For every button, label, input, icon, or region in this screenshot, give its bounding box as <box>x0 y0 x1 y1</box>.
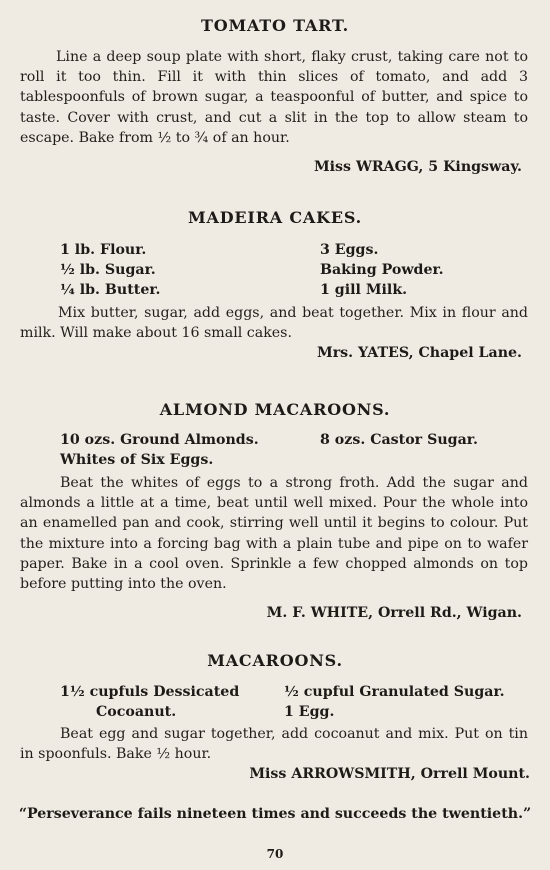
ingredient: Cocoanut. <box>96 704 177 720</box>
recipe-body-almond-macaroons: Beat the whites of eggs to a strong froth. Add the sugar and almonds a little at a time, beat until well mixed. Pour the whole into an enamelled pan and cook, stirring well until it begins to colour. Put the mixture into a forcing bag with a plain tube and pipe on to wafer paper. Bake in a cool oven. Sprinkle a few chopped almonds on top before putting into the oven. <box>20 475 528 593</box>
recipe-title-macaroons: MACAROONS. <box>207 651 343 670</box>
recipe-title-madeira-cakes: MADEIRA CAKES. <box>188 208 362 227</box>
ingredient: 10 ozs. Ground Almonds. <box>60 432 259 448</box>
ingredient: 8 ozs. Castor Sugar. <box>320 432 478 448</box>
ingredient: 3 Eggs. <box>320 242 379 258</box>
ingredient: ½ lb. Sugar. <box>60 262 156 278</box>
ingredient: ¼ lb. Butter. <box>60 282 161 298</box>
signature-tomato-tart: Miss WRAGG, 5 Kingsway. <box>313 159 522 175</box>
recipe-body-tomato-tart: Line a deep soup plate with short, flaky crust, taking care not to roll it too thin. Fill it with thin slices of tomato, and add 3 tablespoonfuls of brown sugar, a teaspoonful of butter, and spice to taste. Cover with crust, and cut a slit in the top to allow steam to escape. Bake from ½ to ¾ of an hour. <box>20 49 528 146</box>
ingredient: 1½ cupfuls Dessicated <box>60 684 240 700</box>
page-number: 70 <box>266 847 284 861</box>
closing-quote: “Perseverance fails nineteen times and succeeds the twentieth.” <box>18 806 532 822</box>
signature-almond-macaroons: M. F. WHITE, Orrell Rd., Wigan. <box>266 605 522 621</box>
recipe-title-tomato-tart: TOMATO TART. <box>201 16 349 35</box>
ingredient: 1 gill Milk. <box>320 282 408 298</box>
ingredient: ½ cupful Granulated Sugar. <box>284 684 505 700</box>
recipe-title-almond-macaroons: ALMOND MACAROONS. <box>159 400 391 419</box>
ingredient: 1 lb. Flour. <box>60 242 147 258</box>
signature-madeira-cakes: Mrs. YATES, Chapel Lane. <box>316 345 522 361</box>
ingredient: Baking Powder. <box>320 262 444 278</box>
ingredient: 1 Egg. <box>284 704 335 720</box>
ingredient: Whites of Six Eggs. <box>60 452 214 468</box>
recipe-body-madeira-cakes: Mix butter, sugar, add eggs, and beat together. Mix in flour and milk. Will make about 16 small cakes. <box>20 305 528 342</box>
recipe-body-macaroons: Beat egg and sugar together, add cocoanut and mix. Put on tin in spoonfuls. Bake ½ hour. <box>20 726 528 763</box>
signature-macaroons: Miss ARROWSMITH, Orrell Mount. <box>249 766 530 782</box>
